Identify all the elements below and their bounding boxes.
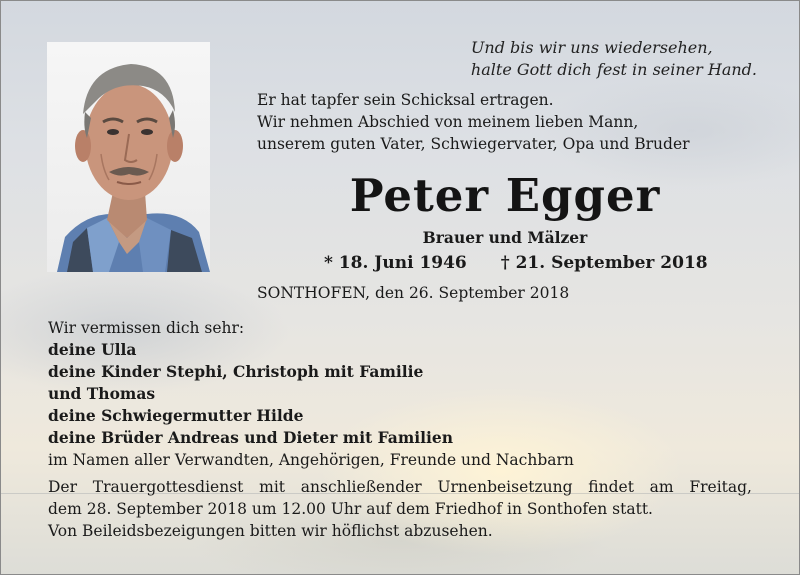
mourner-line: deine Kinder Stephi, Christoph mit Familie: [48, 362, 424, 381]
intro-line-1: Er hat tapfer sein Schicksal ertragen.: [257, 91, 554, 109]
life-dates: [324, 253, 708, 273]
service-line-1: Der Trauergottesdienst mit anschließender Urnenbeisetzung findet am Freitag,: [48, 478, 752, 496]
intro-line-3: unserem guten Vater, Schwiegervater, Opa und Bruder: [257, 135, 690, 153]
quote-line-2: halte Gott dich fest in seiner Hand.: [470, 60, 757, 79]
mourners-closing: im Namen aller Verwandten, Angehörigen, Freunde und Nachbarn: [48, 451, 574, 469]
service-line-2: dem 28. September 2018 um 12.00 Uhr auf dem Friedhof in Sonthofen statt.: [48, 500, 653, 518]
mourners-list: [48, 317, 574, 471]
place-date: SONTHOFEN, den 26. September 2018: [257, 284, 570, 302]
mourners-intro: Wir vermissen dich sehr:: [48, 319, 245, 337]
deceased-name: Peter Egger: [349, 169, 661, 222]
quote-verse: [471, 37, 757, 81]
mourner-line: und Thomas: [48, 384, 156, 403]
mourner-line: deine Brüder Andreas und Dieter mit Familien: [48, 428, 454, 447]
birth-date: * 18. Juni 1946: [324, 253, 467, 273]
deceased-profession: Brauer und Mälzer: [422, 228, 588, 247]
quote-line-1: Und bis wir uns wiedersehen,: [470, 38, 713, 57]
intro-line-2: Wir nehmen Abschied von meinem lieben Mann,: [257, 113, 639, 131]
service-notice: [48, 476, 752, 542]
mourner-line: deine Schwiegermutter Hilde: [48, 406, 304, 425]
intro-text: [257, 89, 690, 155]
death-date: † 21. September 2018: [500, 253, 708, 273]
mourner-line: deine Ulla: [48, 340, 137, 359]
service-line-3: Von Beileidsbezeigungen bitten wir höflichst abzusehen.: [48, 522, 493, 540]
